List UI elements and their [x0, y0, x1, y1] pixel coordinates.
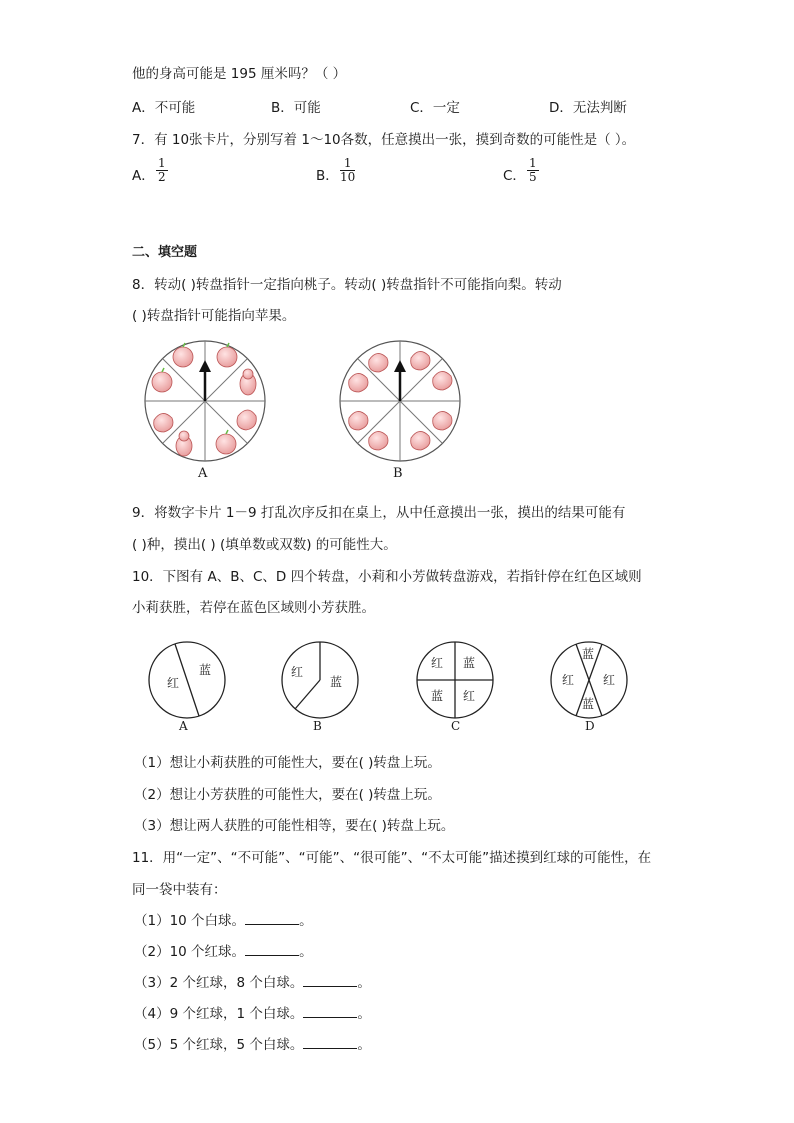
- q10-stem-line1: 10．下图有 A、B、C、D 四个转盘，小莉和小芳做转盘游戏，若指针停在红色区域则: [132, 569, 642, 585]
- q10-sub-3: （3）想让两人获胜的可能性相等，要在( )转盘上玩。: [134, 818, 455, 834]
- peach-icon: [369, 353, 388, 372]
- q9-stem-line1: 9．将数字卡片 1－9 打乱次序反扣在桌上，从中任意摸出一张，摸出的结果可能有: [132, 505, 626, 521]
- peach-icon: [433, 411, 452, 430]
- q11-item-text: （2）10 个红球。: [134, 944, 246, 960]
- color-spinner-c-caption: C: [451, 719, 461, 733]
- q11-stem-line1: 11．用“一定”、“不可能”、“可能”、“很可能”、“不太可能”描述摸到红球的可能性，在: [132, 850, 652, 866]
- fruit-spinner-a: [142, 338, 268, 464]
- peach-icon: [411, 431, 430, 450]
- q6-option-a[interactable]: A．不可能: [132, 100, 196, 116]
- q7-option-a-fraction: [156, 157, 168, 184]
- fraction-numerator: 1: [340, 157, 355, 171]
- peach-icon: [349, 373, 368, 392]
- q6-stem: 他的身高可能是 195 厘米吗？（ ）: [132, 66, 347, 82]
- q6-option-b[interactable]: B．可能: [271, 100, 321, 116]
- answer-blank[interactable]: [303, 974, 357, 987]
- peach-icon: [411, 351, 430, 370]
- region-label-red: 红: [431, 656, 444, 670]
- q11-item-end: 。: [299, 944, 313, 960]
- answer-blank[interactable]: [245, 943, 299, 956]
- region-label-red: 红: [463, 689, 476, 703]
- peach-icon: [369, 431, 388, 450]
- q11-item-end: 。: [299, 913, 313, 929]
- q11-item-text: （5）5 个红球，5 个白球。: [134, 1037, 304, 1053]
- fraction-denominator: 2: [158, 170, 166, 184]
- color-spinner-d: [549, 640, 629, 720]
- region-label-red: 红: [167, 676, 180, 690]
- peach-icon: [433, 371, 452, 390]
- q10-sub-2: （2）想让小芳获胜的可能性大，要在( )转盘上玩。: [134, 787, 441, 803]
- color-spinner-d-caption: D: [585, 719, 595, 733]
- fraction-denominator: 5: [529, 170, 537, 184]
- q7-option-a-letter[interactable]: A．: [132, 168, 155, 184]
- fraction-numerator: 1: [158, 156, 166, 170]
- color-spinner-b-caption: B: [313, 719, 322, 733]
- q6-option-d[interactable]: D．无法判断: [549, 100, 627, 116]
- q9-stem-line2: ( )种，摸出( ) (填单数或双数) 的可能性大。: [132, 537, 397, 553]
- fraction-denominator: 10: [340, 170, 356, 184]
- q11-item-5: [134, 1035, 371, 1055]
- q7-option-c-letter[interactable]: C．: [503, 168, 526, 184]
- region-label-blue: 蓝: [582, 647, 595, 661]
- answer-blank[interactable]: [303, 1005, 357, 1018]
- q11-item-1: [134, 911, 313, 931]
- answer-blank[interactable]: [245, 912, 299, 925]
- peach-icon: [154, 413, 173, 432]
- q11-item-end: 。: [357, 1006, 371, 1022]
- color-spinner-c: [415, 640, 495, 720]
- fraction-numerator: 1: [529, 156, 537, 170]
- q11-stem-line2: 同一袋中装有：: [132, 882, 227, 898]
- q11-item-4: [134, 1004, 371, 1024]
- q7-stem: 7．有 10张卡片，分别写着 1～10各数，任意摸出一张，摸到奇数的可能性是（ ）。: [132, 132, 636, 148]
- q10-sub-1: （1）想让小莉获胜的可能性大，要在( )转盘上玩。: [134, 755, 441, 771]
- region-label-blue: 蓝: [330, 675, 343, 689]
- region-label-blue: 蓝: [463, 656, 476, 670]
- q7-option-c-fraction: [527, 157, 539, 184]
- q7-option-b-letter[interactable]: B．: [316, 168, 339, 184]
- q10-stem-line2: 小莉获胜，若停在蓝色区域则小芳获胜。: [132, 600, 375, 616]
- q11-item-text: （1）10 个白球。: [134, 913, 246, 929]
- answer-blank[interactable]: [303, 1036, 357, 1049]
- q11-item-text: （3）2 个红球，8 个白球。: [134, 975, 304, 991]
- q11-item-3: [134, 973, 371, 993]
- color-spinner-b: [280, 640, 360, 720]
- q6-option-c[interactable]: C．一定: [410, 100, 460, 116]
- peach-icon: [349, 411, 368, 430]
- q11-item-2: [134, 942, 313, 962]
- q11-item-end: 。: [357, 1037, 371, 1053]
- spinner-b-caption: B: [393, 466, 403, 481]
- q8-stem-line1: 8．转动( )转盘指针一定指向桃子。转动( )转盘指针不可能指向梨。转动: [132, 277, 562, 293]
- q11-item-text: （4）9 个红球，1 个白球。: [134, 1006, 304, 1022]
- q11-item-end: 。: [357, 975, 371, 991]
- region-label-blue: 蓝: [431, 689, 444, 703]
- q7-option-b-fraction: [340, 157, 355, 184]
- color-spinner-a-caption: A: [179, 719, 188, 733]
- q8-stem-line2: ( )转盘指针可能指向苹果。: [132, 308, 296, 324]
- region-label-blue: 蓝: [582, 697, 595, 711]
- region-label-blue: 蓝: [199, 663, 212, 677]
- region-label-red: 红: [603, 673, 616, 687]
- region-label-red: 红: [562, 673, 575, 687]
- color-spinner-a: [147, 640, 227, 720]
- fruit-spinner-b: [337, 338, 463, 464]
- spinner-a-caption: A: [198, 466, 208, 481]
- region-label-red: 红: [291, 665, 304, 679]
- section-heading-fill-blank: 二、填空题: [132, 245, 198, 260]
